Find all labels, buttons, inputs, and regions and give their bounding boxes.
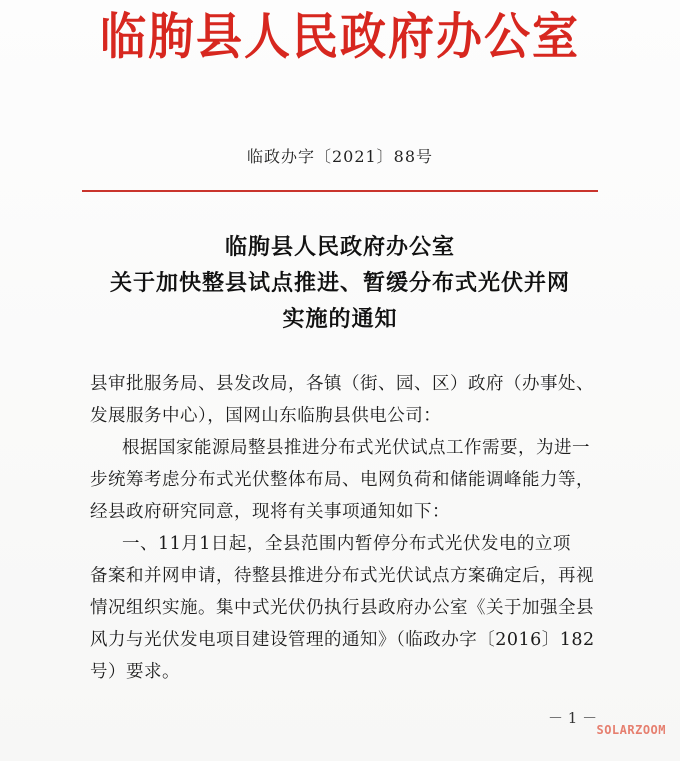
document-number: 临政办字〔2021〕88号 [246,147,434,166]
body-line-recipients-2: 发展服务中心），国网山东临朐县供电公司： [90,406,442,426]
title-line-1: 临朐县人民政府办公室 [224,234,455,260]
body-line-paragraph-1b: 步统筹考虑分布式光伏整体布局、电网负荷和储能调峰能力等， [90,470,594,490]
body-line-item-1d: 风力与光伏发电项目建设管理的通知》（临政办字〔2016〕182 [90,630,595,650]
body-line-item-1e: 号）要求。 [90,662,180,682]
page-number: － 1 － [548,709,598,727]
issuing-office-masthead: 临朐县人民政府办公室 [100,6,580,66]
title-line-3: 实施的通知 [282,306,398,332]
body-line-paragraph-1a: 根据国家能源局整县推进分布式光伏试点工作需要，为进一 [122,438,590,458]
body-line-item-1a: 一、11月1日起，全县范围内暂停分布式光伏发电的立项 [122,534,571,554]
solarzoom-watermark: SOLARZOOM [596,723,666,737]
title-line-2: 关于加快整县试点推进、暂缓分布式光伏并网 [109,270,570,296]
body-line-item-1c: 情况组织实施。集中式光伏仍执行县政府办公室《关于加强全县 [90,598,594,618]
body-line-recipients-1: 县审批服务局、县发改局，各镇（街、园、区）政府（办事处、 [90,374,594,394]
body-line-paragraph-1c: 经县政府研究同意，现将有关事项通知如下： [90,502,450,522]
red-divider-rule [82,190,598,192]
body-line-item-1b: 备案和并网申请，待整县推进分布式光伏试点方案确定后，再视 [90,566,594,586]
